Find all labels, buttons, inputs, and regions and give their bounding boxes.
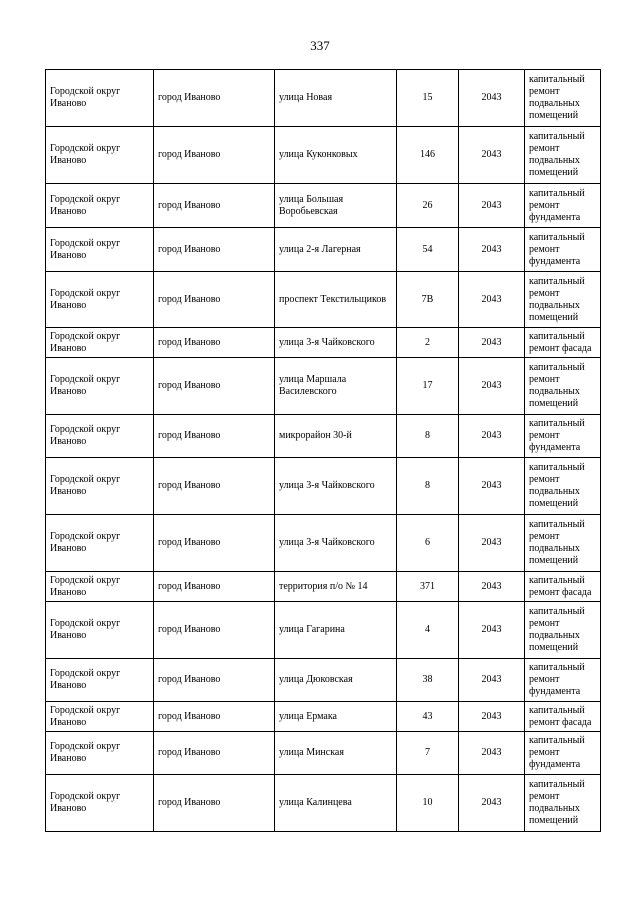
city-cell: город Иваново xyxy=(154,228,275,272)
city-cell: город Иваново xyxy=(154,702,275,732)
city-cell: город Иваново xyxy=(154,775,275,832)
work-type-cell: капитальный ремонт фасада xyxy=(525,328,601,358)
year-cell: 2043 xyxy=(459,775,525,832)
street-cell: улица Маршала Василевского xyxy=(275,358,397,415)
table-row xyxy=(46,732,601,775)
table-row xyxy=(46,775,601,832)
table-row xyxy=(46,358,601,415)
street-cell: улица Большая Воробьевская xyxy=(275,184,397,228)
district-cell: Городской округ Иваново xyxy=(46,328,154,358)
district-cell: Городской округ Иваново xyxy=(46,775,154,832)
district-cell: Городской округ Иваново xyxy=(46,515,154,572)
year-cell: 2043 xyxy=(459,358,525,415)
street-cell: улица Ермака xyxy=(275,702,397,732)
street-cell: улица Дюковская xyxy=(275,659,397,702)
table-row xyxy=(46,702,601,732)
house-number-cell: 15 xyxy=(397,70,459,127)
city-cell: город Иваново xyxy=(154,272,275,328)
district-cell: Городской округ Иваново xyxy=(46,127,154,184)
city-cell: город Иваново xyxy=(154,458,275,515)
year-cell: 2043 xyxy=(459,458,525,515)
district-cell: Городской округ Иваново xyxy=(46,415,154,458)
district-cell: Городской округ Иваново xyxy=(46,272,154,328)
house-number-cell: 2 xyxy=(397,328,459,358)
work-type-cell: капитальный ремонт подвальных помещений xyxy=(525,70,601,127)
table-body xyxy=(46,70,601,832)
house-number-cell: 7В xyxy=(397,272,459,328)
work-type-cell: капитальный ремонт фундамента xyxy=(525,659,601,702)
work-type-cell: капитальный ремонт фундамента xyxy=(525,732,601,775)
district-cell: Городской округ Иваново xyxy=(46,358,154,415)
work-type-cell: капитальный ремонт фасада xyxy=(525,702,601,732)
year-cell: 2043 xyxy=(459,272,525,328)
street-cell: территория п/о № 14 xyxy=(275,572,397,602)
city-cell: город Иваново xyxy=(154,415,275,458)
street-cell: улица Гагарина xyxy=(275,602,397,659)
city-cell: город Иваново xyxy=(154,184,275,228)
street-cell: улица 3-я Чайковского xyxy=(275,328,397,358)
house-number-cell: 371 xyxy=(397,572,459,602)
house-number-cell: 8 xyxy=(397,415,459,458)
table-row xyxy=(46,328,601,358)
table-row xyxy=(46,572,601,602)
house-number-cell: 8 xyxy=(397,458,459,515)
district-cell: Городской округ Иваново xyxy=(46,184,154,228)
city-cell: город Иваново xyxy=(154,732,275,775)
district-cell: Городской округ Иваново xyxy=(46,572,154,602)
work-type-cell: капитальный ремонт подвальных помещений xyxy=(525,272,601,328)
district-cell: Городской округ Иваново xyxy=(46,732,154,775)
year-cell: 2043 xyxy=(459,602,525,659)
city-cell: город Иваново xyxy=(154,602,275,659)
street-cell: улица Калинцева xyxy=(275,775,397,832)
district-cell: Городской округ Иваново xyxy=(46,659,154,702)
housing-repair-table xyxy=(45,69,601,832)
house-number-cell: 7 xyxy=(397,732,459,775)
page-number: 337 xyxy=(310,38,330,53)
house-number-cell: 4 xyxy=(397,602,459,659)
table-row xyxy=(46,70,601,127)
year-cell: 2043 xyxy=(459,415,525,458)
year-cell: 2043 xyxy=(459,328,525,358)
house-number-cell: 38 xyxy=(397,659,459,702)
table-row xyxy=(46,458,601,515)
year-cell: 2043 xyxy=(459,127,525,184)
street-cell: проспект Текстильщиков xyxy=(275,272,397,328)
street-cell: улица 3-я Чайковского xyxy=(275,515,397,572)
district-cell: Городской округ Иваново xyxy=(46,602,154,659)
year-cell: 2043 xyxy=(459,228,525,272)
street-cell: улица 3-я Чайковского xyxy=(275,458,397,515)
table-row xyxy=(46,272,601,328)
year-cell: 2043 xyxy=(459,702,525,732)
table-row xyxy=(46,515,601,572)
work-type-cell: капитальный ремонт фундамента xyxy=(525,228,601,272)
district-cell: Городской округ Иваново xyxy=(46,70,154,127)
year-cell: 2043 xyxy=(459,659,525,702)
city-cell: город Иваново xyxy=(154,515,275,572)
work-type-cell: капитальный ремонт подвальных помещений xyxy=(525,602,601,659)
district-cell: Городской округ Иваново xyxy=(46,702,154,732)
year-cell: 2043 xyxy=(459,70,525,127)
year-cell: 2043 xyxy=(459,184,525,228)
city-cell: город Иваново xyxy=(154,127,275,184)
district-cell: Городской округ Иваново xyxy=(46,228,154,272)
table-row xyxy=(46,415,601,458)
work-type-cell: капитальный ремонт подвальных помещений xyxy=(525,358,601,415)
house-number-cell: 54 xyxy=(397,228,459,272)
street-cell: улица 2-я Лагерная xyxy=(275,228,397,272)
city-cell: город Иваново xyxy=(154,70,275,127)
work-type-cell: капитальный ремонт подвальных помещений xyxy=(525,775,601,832)
work-type-cell: капитальный ремонт фасада xyxy=(525,572,601,602)
house-number-cell: 6 xyxy=(397,515,459,572)
city-cell: город Иваново xyxy=(154,659,275,702)
house-number-cell: 146 xyxy=(397,127,459,184)
street-cell: улица Куконковых xyxy=(275,127,397,184)
city-cell: город Иваново xyxy=(154,572,275,602)
year-cell: 2043 xyxy=(459,572,525,602)
street-cell: улица Новая xyxy=(275,70,397,127)
table-row xyxy=(46,184,601,228)
table-row xyxy=(46,228,601,272)
work-type-cell: капитальный ремонт подвальных помещений xyxy=(525,458,601,515)
table-row xyxy=(46,127,601,184)
year-cell: 2043 xyxy=(459,732,525,775)
house-number-cell: 10 xyxy=(397,775,459,832)
city-cell: город Иваново xyxy=(154,358,275,415)
street-cell: улица Минская xyxy=(275,732,397,775)
work-type-cell: капитальный ремонт подвальных помещений xyxy=(525,515,601,572)
work-type-cell: капитальный ремонт фундамента xyxy=(525,415,601,458)
house-number-cell: 43 xyxy=(397,702,459,732)
table-row xyxy=(46,602,601,659)
street-cell: микрорайон 30-й xyxy=(275,415,397,458)
table-row xyxy=(46,659,601,702)
house-number-cell: 17 xyxy=(397,358,459,415)
house-number-cell: 26 xyxy=(397,184,459,228)
work-type-cell: капитальный ремонт фундамента xyxy=(525,184,601,228)
year-cell: 2043 xyxy=(459,515,525,572)
district-cell: Городской округ Иваново xyxy=(46,458,154,515)
city-cell: город Иваново xyxy=(154,328,275,358)
work-type-cell: капитальный ремонт подвальных помещений xyxy=(525,127,601,184)
